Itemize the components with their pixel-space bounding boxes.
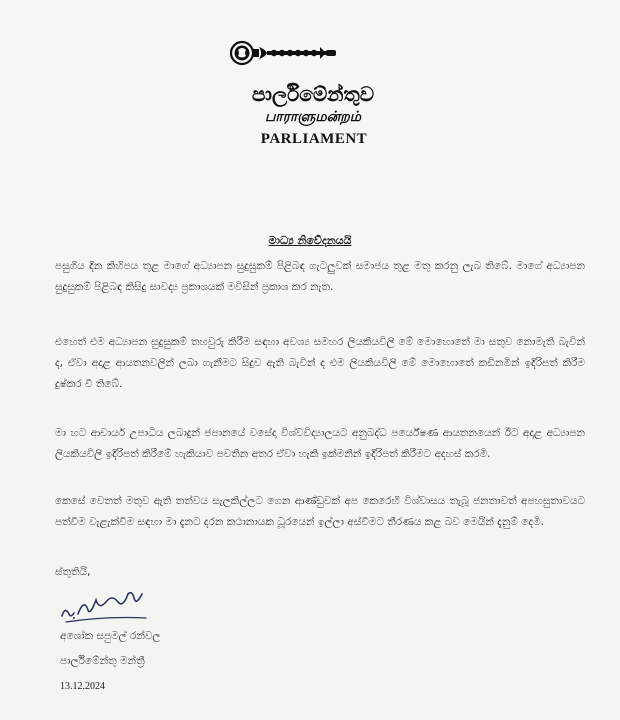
- parliament-mace-emblem: [228, 38, 338, 68]
- header-sinhala: පාර්ලිමේන්තුව: [251, 82, 375, 106]
- header-tamil: பாராளுமன்றம்: [265, 109, 361, 125]
- closing-text: ස්තුතියි,: [55, 566, 91, 578]
- paragraph-2: එහෙත් එම අධ්‍යාපන සුදුසුකම් තහවුරු කිරීම සඳහා අවශ්‍ය සමහර ලියකියවිලි මේ මොහොතේ මා සතුව නොමැති බැවින් ද, ඒවා අදාළ ආයතනවලින් ලබා ගැනීමට සිදුව ඇති බැවින් ද එම ලියකියවිලි මේ මොහොතේ කඩිනමින් ඉදිරිපත් කිරීම දුෂ්කර වී තිබේ.: [55, 336, 585, 390]
- header-english: PARLIAMENT: [260, 131, 368, 147]
- handwritten-signature: [58, 592, 168, 628]
- paragraph-1: පසුගිය දින කිහිපය තුළ මාගේ අධ්‍යාපන සුදුසුකම් පිළිබඳ ගැටලුවක් සමාජය තුළ මතු කරනු ලැබ තිබේ. මාගේ අධ්‍යාපන සුදුසුකම් පිළිබඳ කිසිදු සාවද්‍ය ප්‍රකාශයක් මවිසින් ප්‍රකාශ කර නැත.: [55, 260, 585, 293]
- signatory-role: පාර්ලිමේන්තු මන්ත්‍රී: [60, 655, 145, 667]
- signatory-name: අශෝක සපුමල් රන්වල: [60, 630, 161, 642]
- paragraph-4: කෙසේ වෙතත් මතුව ඇති තත්වය සැලකිල්ලට ගෙන ආණ්ඩුවක් අප කෙරෙහි විශ්වාසය තැබූ ජනතාවත් අපහසුතාවයට පත්වීම වැළැක්වීම සඳහා මා දැනට දරන කථානායක ධූරයෙන් ඉල්ලා අස්වීමට තීරණය කළ බව මෙයින් දැනුම් දෙමි.: [55, 495, 585, 528]
- letter-title: මාධ්‍ය නිවේදනයයි: [268, 234, 352, 247]
- paragraph-3: මා හට ආචාර්ය උපාධිය ලබාදුන් ජපානයේ වසේදා විශ්වවිද්‍යාලයට අනුබද්ධ පර්යේෂණ ආයතනයෙන් ඊට අදාළ අධ්‍යාපන ලියකියවිලි ඉදිරිපත් කිරීමේ හැකියාව පවතින අතර ඒවා හැකි ඉක්මනින් ඉදිරිපත් කිරීමට අදහස් කරමි.: [55, 427, 585, 460]
- letter-date: 13.12.2024: [60, 681, 105, 692]
